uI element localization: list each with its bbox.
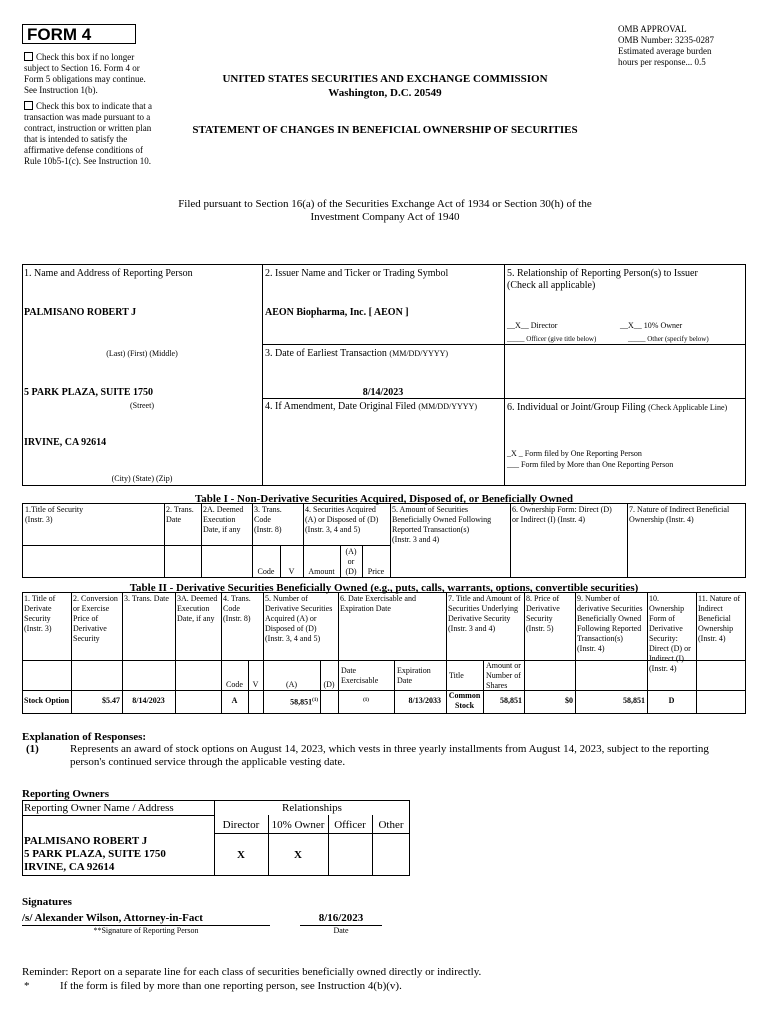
box4-label <box>265 401 505 413</box>
t1-col-ownership-form: 6. Ownership Form: Direct (D) or Indirect (I) (Instr. 4) <box>512 505 612 524</box>
t2-sub-code: Code <box>226 680 243 689</box>
omb-approval: OMB APPROVAL OMB Number: 3235-0287 Estimated average burden hours per response... 0.5 <box>618 24 714 67</box>
row-underlying-shares: 58,851 <box>500 696 522 705</box>
reporting-street: 5 PARK PLAZA, SUITE 1750 <box>24 387 153 398</box>
t2-sub-date-exercisable: Date Exercisable <box>341 666 379 685</box>
t2-sub-v: V <box>252 680 259 689</box>
t1-sub-amount: Amount <box>308 567 335 576</box>
footnote-text: If the form is filed by more than one reporting person, see Instruction 4(b)(v). <box>60 980 402 992</box>
explanation-text: Represents an award of stock options on August 14, 2023, which vests in three yearly installments from August 14, 2023, subject to the reporting person's continued service through the applicable vesting date. <box>70 743 709 768</box>
filing-more-persons: ___ Form filed by More than One Reporting Person <box>507 460 674 469</box>
name-sublabel: (Last) (First) (Middle) <box>106 349 178 358</box>
statement-title: STATEMENT OF CHANGES IN BENEFICIAL OWNERSHIP OF SECURITIES <box>192 124 578 136</box>
row-underlying-title: Common Stock <box>448 691 481 710</box>
explanation-number: (1) <box>26 743 39 755</box>
t2-col-title: 1. Title of Derivate Security (Instr. 3) <box>24 594 56 633</box>
rel-officer: _____ Officer (give title below) <box>507 335 597 343</box>
reporting-city: IRVINE, CA 92614 <box>24 437 107 448</box>
signer-name: /s/ Alexander Wilson, Attorney-in-Fact <box>22 912 270 926</box>
row-date-exercisable <box>338 696 394 708</box>
rel-other: _____ Other (specify below) <box>628 335 709 343</box>
t1-sub-code: Code <box>257 567 275 576</box>
t1-sub-v: V <box>288 567 295 576</box>
reminder-text: Reminder: Report on a separate line for each class of securities beneficially owned directly or indirectly. <box>22 966 482 978</box>
checkbox-no-longer-subject[interactable] <box>24 52 152 96</box>
t1-col-trans-date: 2. Trans. Date <box>166 505 194 524</box>
box3-label-text: 3. Date of Earliest Transaction <box>265 348 387 359</box>
reporting-name: PALMISANO ROBERT J <box>24 307 137 318</box>
t1-col-nature: 7. Nature of Indirect Beneficial Ownership (Instr. 4) <box>629 505 730 524</box>
t2-col-conversion: 2. Conversion or Exercise Price of Derivative Security <box>73 594 118 643</box>
box1-label: 1. Name and Address of Reporting Person <box>24 268 193 279</box>
t2-col-underlying: 7. Title and Amount of Securities Underlying Derivative Security (Instr. 3 and 4) <box>448 594 521 633</box>
owners-col-other: Other <box>378 819 404 831</box>
row-amount-footnote: (1) <box>312 698 318 703</box>
t2-col-date-exercisable: 6. Date Exercisable and Expiration Date <box>340 594 416 613</box>
t1-sub-price: Price <box>367 567 385 576</box>
filed-pursuant: Filed pursuant to Section 16(a) of the Securities Exchange Act of 1934 or Section 30(h) of the Investment Company Act of 1940 <box>178 198 592 223</box>
row-trans-date: 8/14/2023 <box>132 696 165 705</box>
signature-date-label: Date <box>333 926 349 935</box>
owners-row-ten-percent: X <box>294 849 302 861</box>
rel-ten-percent-owner: __X__ 10% Owner <box>620 321 683 330</box>
t2-col-nature: 11. Nature of Indirect Beneficial Ownership (Instr. 4) <box>698 594 741 643</box>
t2-col-trans-code: 4. Trans. Code (Instr. 8) <box>223 594 251 623</box>
street-sublabel: (Street) <box>130 401 154 410</box>
box6-check: (Check Applicable Line) <box>648 403 728 412</box>
t2-sub-a: (A) <box>285 680 298 689</box>
row-amount-acquired <box>263 696 318 708</box>
agency-city: Washington, D.C. 20549 <box>328 87 442 99</box>
row-owned-following: 58,851 <box>623 696 645 705</box>
row-trans-code: A <box>231 696 238 705</box>
box4-format: (MM/DD/YYYY) <box>418 402 477 411</box>
owners-col-ten-percent: 10% Owner <box>271 819 325 831</box>
box2-label: 2. Issuer Name and Ticker or Trading Symbol <box>265 268 449 279</box>
t1-col-securities-acquired: 4. Securities Acquired (A) or Disposed of (D) (Instr. 3, 4 and 5) <box>305 505 379 534</box>
footnote-star: * <box>24 980 30 992</box>
t2-col-price: 8. Price of Derivative Security (Instr. 5) <box>526 594 560 633</box>
row-date-exercisable-footnote: (1) <box>363 698 369 703</box>
row-amount-value: 58,851 <box>290 697 313 707</box>
owners-col-name: Reporting Owner Name / Address <box>24 802 174 814</box>
owners-col-officer: Officer <box>334 819 366 831</box>
checkbox-text: Check this box to indicate that a transaction was made pursuant to a contract, instruction or written plan that is intended to satisfy the affirmative defense conditions of Rule 10b5-1(c). See Instruction 10. <box>24 101 152 166</box>
t1-col-trans-code: 3. Trans. Code (Instr. 8) <box>254 505 282 534</box>
signature-date: 8/16/2023 <box>300 912 382 926</box>
table1-title: Table I - Non-Derivative Securities Acquired, Disposed of, or Beneficially Owned <box>194 493 574 505</box>
owners-row-name: PALMISANO ROBERT J 5 PARK PLAZA, SUITE 1750 IRVINE, CA 92614 <box>24 835 166 873</box>
signatures-title: Signatures <box>22 896 72 908</box>
owners-col-director: Director <box>222 819 260 831</box>
agency-name: UNITED STATES SECURITIES AND EXCHANGE COMMISSION <box>222 73 548 85</box>
owners-col-relationships: Relationships <box>282 802 342 814</box>
table2-title: Table II - Derivative Securities Beneficially Owned (e.g., puts, calls, warrants, options, convertible securities) <box>129 582 639 594</box>
earliest-date: 8/14/2023 <box>362 387 404 398</box>
t2-sub-expiration: Expiration Date <box>397 666 431 685</box>
box6-label-text: 6. Individual or Joint/Group Filing <box>507 402 646 413</box>
checkbox-square-icon[interactable] <box>24 101 33 110</box>
box4-label-text: 4. If Amendment, Date Original Filed <box>265 401 416 412</box>
box3-format: (MM/DD/YYYY) <box>389 349 449 358</box>
owners-row-director: X <box>237 849 245 861</box>
t2-col-deemed-date: 3A. Deemed Execution Date, if any <box>177 594 218 623</box>
form-title: FORM 4 <box>22 24 136 44</box>
t2-col-ownership-form: 10. Ownership Form of Derivative Security: Direct (D) or Indirect (I) (Instr. 4) <box>649 594 691 673</box>
explanation-title: Explanation of Responses: <box>22 731 147 743</box>
row-derivative-price: $0 <box>565 696 573 705</box>
box6-label <box>507 402 743 414</box>
t2-col-trans-date: 3. Trans. Date <box>124 594 169 603</box>
city-sublabel: (City) (State) (Zip) <box>111 474 173 483</box>
row-security-title: Stock Option <box>24 696 70 705</box>
signature-label: **Signature of Reporting Person <box>93 926 199 935</box>
t2-sub-title: Title <box>449 671 464 680</box>
t1-col-deemed-date: 2A. Deemed Execution Date, if any <box>203 505 244 534</box>
t2-sub-d: (D) <box>323 680 335 689</box>
checkbox-rule-10b5[interactable] <box>24 101 152 167</box>
checkbox-square-icon[interactable] <box>24 52 33 61</box>
t1-col-amount-owned: 5. Amount of Securities Beneficially Owned Following Reported Transaction(s) (Instr. 3 and 4) <box>392 505 492 544</box>
issuer-name: AEON Biopharma, Inc. [ AEON ] <box>265 307 409 318</box>
t2-sub-amount: Amount or Number of Shares <box>486 661 521 690</box>
box3-label <box>265 348 501 360</box>
row-ownership-form: D <box>668 696 675 705</box>
rel-director: __X__ Director <box>507 321 558 330</box>
owners-title: Reporting Owners <box>22 788 110 800</box>
row-conversion-price: $5.47 <box>102 696 120 705</box>
checkbox-text: Check this box if no longer subject to Section 16. Form 4 or Form 5 obligations may continue. See Instruction 1(b). <box>24 52 146 95</box>
t2-col-number: 5. Number of Derivative Securities Acquired (A) or Disposed of (D) (Instr. 3, 4 and 5) <box>265 594 333 643</box>
row-expiration-date: 8/13/2033 <box>408 696 441 705</box>
box5-label: 5. Relationship of Reporting Person(s) to Issuer (Check all applicable) <box>507 268 698 291</box>
t1-sub-a-or-d: (A) or (D) <box>345 547 357 576</box>
filing-one-person: _X _ Form filed by One Reporting Person <box>507 449 642 458</box>
t2-col-owned: 9. Number of derivative Securities Beneficially Owned Following Reported Transaction(s) (Instr. 4) <box>577 594 643 653</box>
t1-col-title: 1.Title of Security (Instr. 3) <box>25 505 84 524</box>
